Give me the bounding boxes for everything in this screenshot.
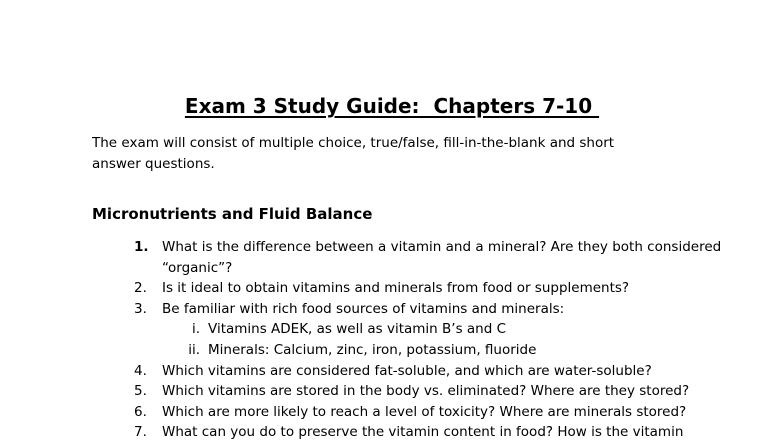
- list-item-continuation: [0, 258, 784, 279]
- item-number: 6.: [134, 403, 147, 420]
- intro-paragraph: The exam will consist of multiple choice, true/false, fill-in-the-blank and short answer questions.: [92, 135, 615, 172]
- item-text: Vitamins ADEK, as well as vitamin B’s and C: [208, 321, 507, 338]
- item-text: What can you do to preserve the vitamin content in food? How is the vitamin: [162, 424, 684, 441]
- list-item: [0, 422, 784, 443]
- list-item: [0, 278, 784, 299]
- list-item: [0, 402, 784, 423]
- item-text: What is the difference between a vitamin and a mineral? Are they both considered: [162, 239, 722, 255]
- item-number: i.: [191, 321, 200, 338]
- list-item: [0, 237, 784, 258]
- document-title: Exam 3 Study Guide: Chapters 7-10: [184, 94, 600, 118]
- item-text: Which vitamins are stored in the body vs. eliminated? Where are they stored?: [162, 383, 690, 400]
- item-text: Which are more likely to reach a level of toxicity? Where are minerals stored?: [162, 403, 687, 420]
- item-text: Minerals: Calcium, zinc, iron, potassium, fluoride: [208, 341, 537, 358]
- list-item: [0, 381, 784, 402]
- item-number: ii.: [188, 341, 200, 358]
- item-number: 5.: [134, 383, 147, 400]
- item-text: Be familiar with rich food sources of vitamins and minerals:: [162, 300, 565, 317]
- item-number: 4.: [134, 362, 147, 379]
- item-number: 7.: [134, 424, 147, 441]
- section-heading: Micronutrients and Fluid Balance: [92, 205, 373, 223]
- item-number: 1.: [134, 239, 149, 255]
- item-number: 2.: [134, 280, 147, 297]
- sub-list-item: [0, 319, 784, 340]
- item-text: “organic”?: [162, 259, 233, 276]
- item-text: Which vitamins are considered fat-soluble, and which are water-soluble?: [162, 362, 652, 379]
- list-item: [0, 299, 784, 320]
- question-list: [0, 237, 784, 443]
- item-text: Is it ideal to obtain vitamins and minerals from food or supplements?: [162, 280, 630, 297]
- list-item: [0, 361, 784, 382]
- item-number: 3.: [134, 300, 147, 317]
- sub-list-item: [0, 340, 784, 361]
